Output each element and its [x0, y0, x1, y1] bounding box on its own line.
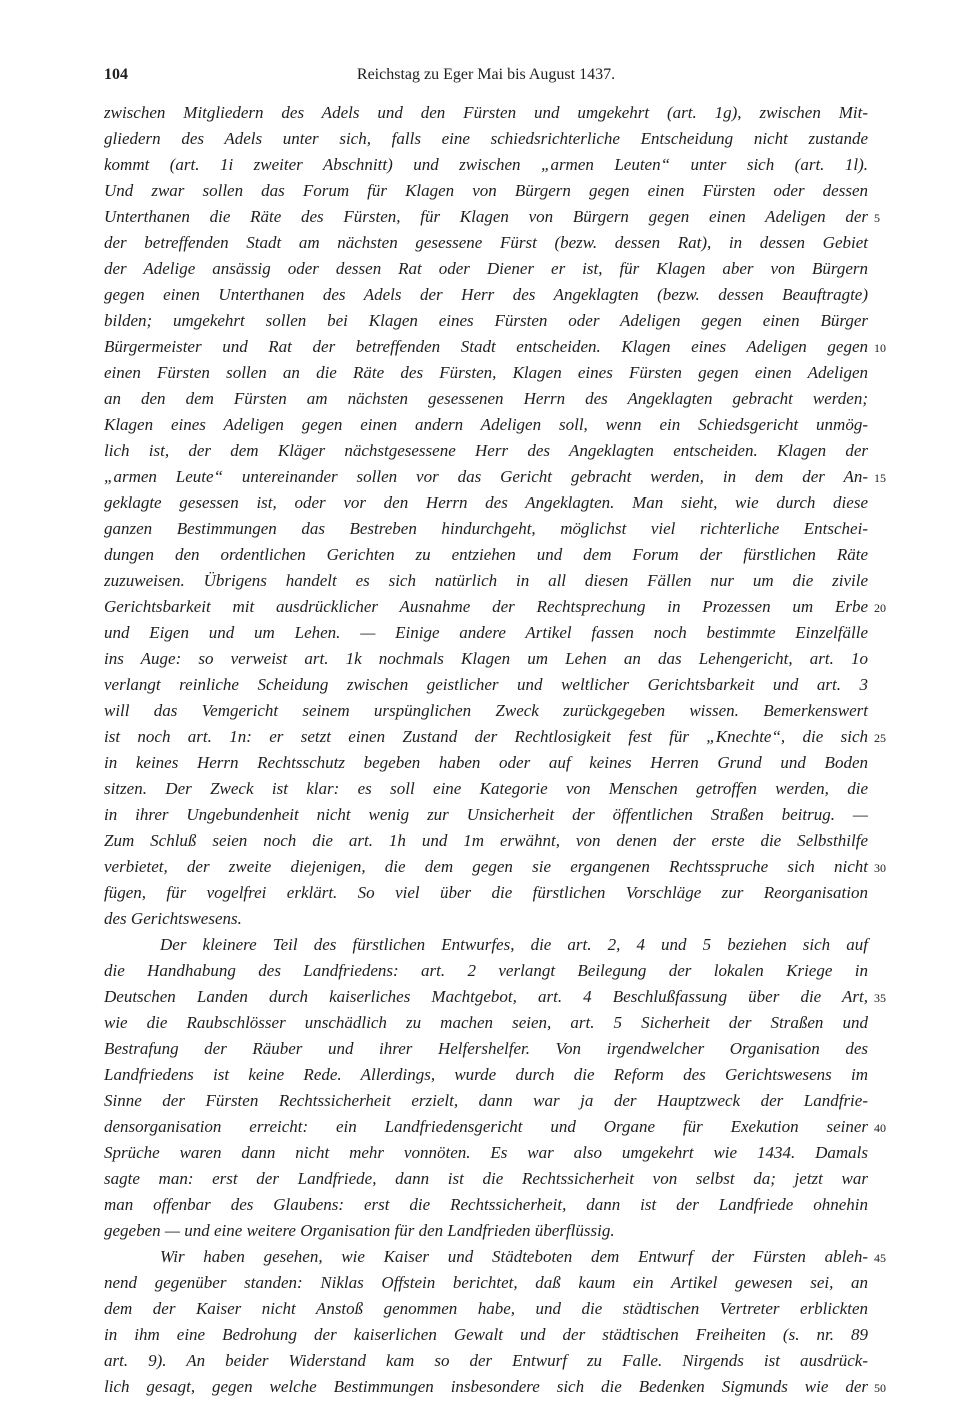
text-line-content: in keines Herrn Rechtsschutz begeben haben oder auf keines Herren Grund und Boden — [104, 753, 868, 772]
text-line — [104, 802, 868, 828]
text-line-content: zuzuweisen. Übrigens handelt es sich natürlich in all diesen Fällen nur um die zivile — [104, 571, 868, 590]
text-line-content: Zum Schluß seien noch die art. 1h und 1m erwähnt, von denen der erste die Selbsthilfe — [104, 831, 868, 850]
text-line — [104, 1348, 868, 1374]
text-line — [104, 646, 868, 672]
text-line-content: der Adelige ansässig oder dessen Rat oder Diener er ist, für Klagen aber von Bürgern — [104, 259, 868, 278]
text-line-content: gliedern des Adels unter sich, falls eine schiedsrichterliche Entscheidung nicht zustande — [104, 129, 868, 148]
text-line — [104, 958, 868, 984]
text-line-content: lich gesagt, gegen welche Bestimmungen insbesondere sich die Bedenken Sigmunds wie der — [104, 1377, 868, 1396]
text-line — [104, 1140, 868, 1166]
text-line-content: dungen den ordentlichen Gerichten zu entziehen und dem Forum der fürstlichen Räte — [104, 545, 868, 564]
text-line-content: Gerichtsbarkeit mit ausdrücklicher Ausnahme der Rechtsprechung in Prozessen um Erbe — [104, 597, 868, 616]
text-line — [104, 984, 886, 1010]
text-line — [104, 568, 868, 594]
text-line-content: lich ist, der dem Kläger nächstgesessene Herr des Angeklagten entscheiden. Klagen der — [104, 441, 868, 460]
text-line — [104, 1374, 886, 1400]
margin-line-number: 50 — [874, 1381, 886, 1395]
text-line — [104, 334, 886, 360]
text-line — [104, 750, 868, 776]
margin-line-number: 40 — [874, 1121, 886, 1135]
text-line — [104, 776, 868, 802]
text-line-content: gegen einen Unterthanen des Adels der Herr des Angeklagten (bezw. dessen Beauftragte) — [104, 285, 868, 304]
text-line — [104, 178, 868, 204]
text-line — [104, 1114, 886, 1140]
text-line-content: in ihrer Ungebundenheit nicht wenig zur Unsicherheit der öffentlichen Straßen beitrug. — — [104, 805, 868, 824]
text-line — [104, 620, 868, 646]
running-head — [104, 66, 868, 90]
page-number: 104 — [104, 66, 128, 83]
text-line-content: in ihm eine Bedrohung der kaiserlichen Gewalt und der städtischen Freiheiten (s. nr. 89 — [104, 1325, 868, 1344]
text-line — [104, 126, 868, 152]
text-line-content: verlangt reinliche Scheidung zwischen geistlicher und weltlicher Gerichtsbarkeit und art. 3 — [104, 675, 868, 694]
text-line-content: geklagte gesessen ist, oder vor den Herrn des Angeklagten. Man sieht, wie durch diese — [104, 493, 868, 512]
margin-line-number: 25 — [874, 731, 886, 745]
text-line-content: Und zwar sollen das Forum für Klagen von Bürgern gegen einen Fürsten oder dessen — [104, 181, 868, 200]
text-line — [104, 1244, 886, 1270]
text-line — [104, 672, 868, 698]
text-line-content: zwischen Mitgliedern des Adels und den Fürsten und umgekehrt (art. 1g), zwischen Mit- — [104, 103, 868, 122]
text-line-content: verbietet, der zweite diejenigen, die dem gegen sie ergangenen Rechtsspruche sich nicht — [104, 857, 868, 876]
text-line — [104, 1036, 868, 1062]
text-line-content: Wir haben gesehen, wie Kaiser und Städteboten dem Entwurf der Fürsten ableh- — [160, 1247, 868, 1266]
text-line — [104, 438, 868, 464]
text-line-content: ins Auge: so verweist art. 1k nochmals Klagen um Lehen an das Lehengericht, art. 1o — [104, 649, 868, 668]
text-line-content: Sprüche waren dann nicht mehr vonnöten. Es war also umgekehrt wie 1434. Damals — [104, 1143, 868, 1162]
text-line — [104, 542, 868, 568]
text-line — [104, 152, 868, 178]
text-line — [104, 1088, 868, 1114]
text-line-content: ist noch art. 1n: er setzt einen Zustand der Rechtlosigkeit fest für „Knechte“, die sich — [104, 727, 868, 746]
text-line — [104, 880, 868, 906]
margin-line-number: 10 — [874, 341, 886, 355]
text-line — [104, 854, 886, 880]
text-line — [104, 1270, 868, 1296]
text-line — [104, 230, 868, 256]
text-line — [104, 386, 868, 412]
text-line-content: art. 9). An beider Widerstand kam so der Entwurf zu Falle. Nirgends ist ausdrück- — [104, 1351, 868, 1370]
text-line-content: Sinne der Fürsten Rechtssicherheit erzielt, dann war ja der Hauptzweck der Landfrie- — [104, 1091, 868, 1110]
margin-line-number: 35 — [874, 991, 886, 1005]
text-line-content: Bürgermeister und Rat der betreffenden Stadt entscheiden. Klagen eines Adeligen gegen — [104, 337, 868, 356]
text-line-content: Klagen eines Adeligen gegen einen andern Adeligen soll, wenn ein Schiedsgericht unmög- — [104, 415, 868, 434]
text-line — [104, 464, 886, 490]
text-line-content: die Handhabung des Landfriedens: art. 2 verlangt Beilegung der lokalen Kriege in — [104, 961, 868, 980]
text-line-content: und Eigen und um Lehen. — Einige andere Artikel fassen noch bestimmte Einzelfälle — [104, 623, 868, 642]
text-line — [104, 360, 868, 386]
text-line — [104, 1166, 868, 1192]
text-line — [104, 932, 868, 958]
text-line — [104, 828, 868, 854]
text-line-content: densorganisation erreicht: ein Landfriedensgericht und Organe für Exekution seiner — [104, 1117, 868, 1136]
text-line — [104, 308, 868, 334]
text-line — [104, 256, 868, 282]
text-line-content: nend gegenüber standen: Niklas Offstein berichtet, daß kaum ein Artikel gewesen sei, an — [104, 1273, 868, 1292]
text-line-content: man offenbar des Glaubens: erst die Rechtssicherheit, dann ist der Landfriede ohnehin — [104, 1195, 868, 1214]
margin-line-number: 30 — [874, 861, 886, 875]
margin-line-number: 20 — [874, 601, 886, 615]
text-line-content: des Gerichtswesens. — [104, 909, 242, 928]
text-line-content: sitzen. Der Zweck ist klar: es soll eine Kategorie von Menschen getroffen werden, die — [104, 779, 868, 798]
text-line-content: fügen, für vogelfrei erklärt. So viel über die fürstlichen Vorschläge zur Reorganisation — [104, 883, 868, 902]
margin-line-number: 15 — [874, 471, 886, 485]
text-line — [104, 490, 868, 516]
text-line — [104, 204, 880, 230]
text-line-content: will das Vemgericht seinem urspünglichen Zweck zurückgegeben wissen. Bemerkenswert — [104, 701, 868, 720]
text-line-content: kommt (art. 1i zweiter Abschnitt) und zwischen „armen Leuten“ unter sich (art. 1l). — [104, 155, 868, 174]
text-line — [104, 1062, 868, 1088]
margin-line-number: 45 — [874, 1251, 886, 1265]
margin-line-number: 5 — [874, 211, 880, 225]
text-line-content: Deutschen Landen durch kaiserliches Machtgebot, art. 4 Beschlußfassung über die Art, — [104, 987, 868, 1006]
text-line — [104, 1296, 868, 1322]
text-line — [104, 100, 868, 126]
text-line-content: Unterthanen die Räte des Fürsten, für Klagen von Bürgern gegen einen Adeligen der — [104, 207, 868, 226]
body-text — [104, 100, 886, 1400]
text-line — [104, 1010, 868, 1036]
text-line — [104, 516, 868, 542]
text-line — [104, 282, 868, 308]
text-line-content: dem der Kaiser nicht Anstoß genommen habe, und die städtischen Vertreter erblickten — [104, 1299, 868, 1318]
text-line-content: sagte man: erst der Landfriede, dann ist die Rechtssicherheit von selbst da; jetzt war — [104, 1169, 868, 1188]
text-line — [104, 1322, 868, 1348]
text-line — [104, 724, 886, 750]
text-line — [104, 1218, 868, 1244]
text-line-content: gegeben — und eine weitere Organisation für den Landfrieden überflüssig. — [104, 1221, 615, 1240]
text-line — [104, 594, 886, 620]
text-line-content: der betreffenden Stadt am nächsten gesessene Fürst (bezw. dessen Rat), in dessen Gebiet — [104, 233, 868, 252]
text-line-content: einen Fürsten sollen an die Räte des Fürsten, Klagen eines Fürsten gegen einen Adeligen — [104, 363, 868, 382]
text-line-content: wie die Raubschlösser unschädlich zu machen seien, art. 5 Sicherheit der Straßen und — [104, 1013, 868, 1032]
text-line-content: Landfriedens ist keine Rede. Allerdings, wurde durch die Reform des Gerichtswesens im — [104, 1065, 868, 1084]
text-line-content: an den dem Fürsten am nächsten gesessenen Herrn des Angeklagten gebracht werden; — [104, 389, 868, 408]
text-line — [104, 412, 868, 438]
text-line-content: „armen Leute“ untereinander sollen vor das Gericht gebracht werden, in dem der An- — [104, 467, 868, 486]
text-line — [104, 1192, 868, 1218]
text-line — [104, 698, 868, 724]
text-line-content: Der kleinere Teil des fürstlichen Entwurfes, die art. 2, 4 und 5 beziehen sich auf — [160, 935, 868, 954]
text-line-content: bilden; umgekehrt sollen bei Klagen eines Fürsten oder Adeligen gegen einen Bürger — [104, 311, 868, 330]
running-title: Reichstag zu Eger Mai bis August 1437. — [356, 66, 616, 83]
text-line-content: Bestrafung der Räuber und ihrer Helfershelfer. Von irgendwelcher Organisation des — [104, 1039, 868, 1058]
text-line — [104, 906, 868, 932]
text-line-content: ganzen Bestimmungen das Bestreben hindurchgeht, möglichst viel richterliche Entschei- — [104, 519, 868, 538]
